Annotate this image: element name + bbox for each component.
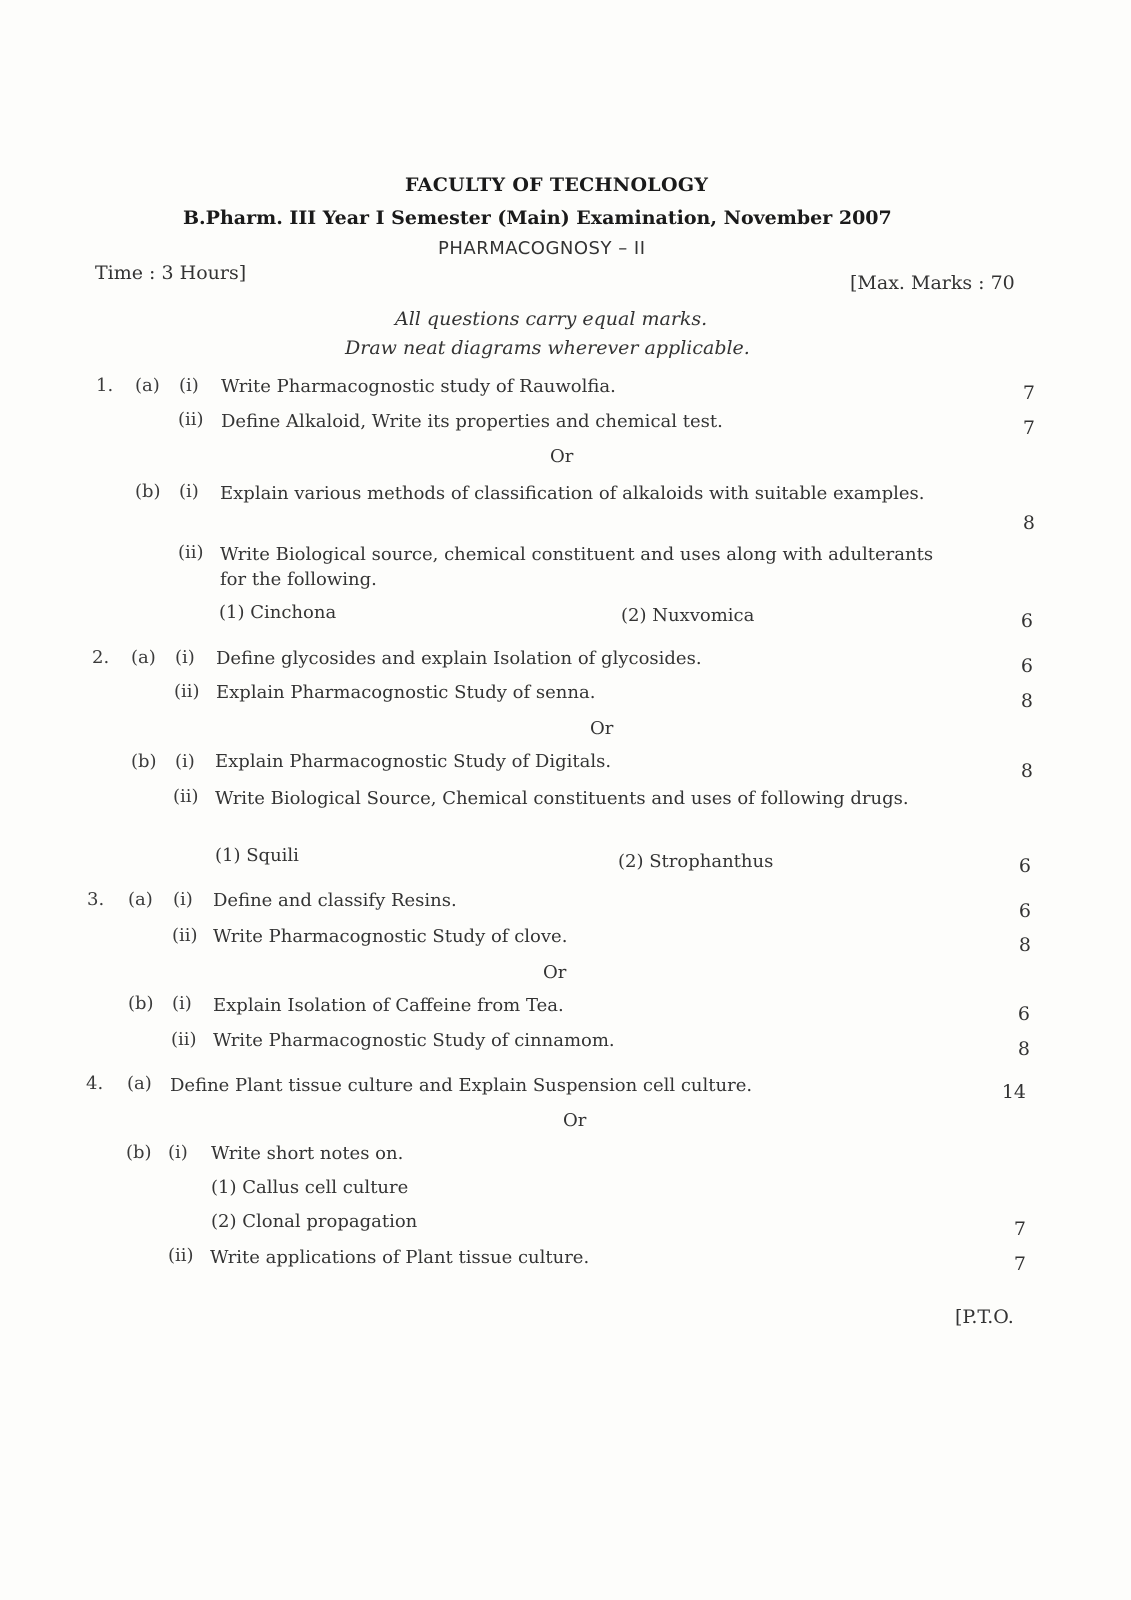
q3-b-label: (b) (128, 993, 154, 1014)
q2-b-label: (b) (131, 751, 157, 772)
q1-a-ii-label: (ii) (178, 409, 204, 430)
q2-b-ii-text: Write Biological Source, Chemical constituents and uses of following drugs. (215, 788, 909, 809)
q3-a-ii-text: Write Pharmacognostic Study of clove. (213, 926, 568, 947)
q4-b-ii-text: Write applications of Plant tissue culture. (210, 1247, 590, 1268)
q4-or: Or (563, 1110, 587, 1131)
pto-label: [P.T.O. (955, 1306, 1014, 1328)
instruction-diagrams: Draw neat diagrams wherever applicable. (345, 337, 750, 359)
q1-b-ii-label: (ii) (178, 542, 204, 563)
q1-b-ii-text: Write Biological source, chemical constituent and uses along with adulterants for the following. (220, 544, 934, 590)
time-label: Time : 3 Hours] (95, 262, 247, 284)
q1-a-ii-marks: 7 (1022, 417, 1035, 439)
q4-a-label: (a) (127, 1073, 152, 1094)
q3-a-ii-label: (ii) (172, 925, 198, 946)
q3-number: 3. (87, 889, 105, 910)
q2-or: Or (590, 718, 614, 739)
q4-b-i-label: (i) (168, 1142, 188, 1163)
q3-or: Or (543, 962, 567, 983)
q1-b-i-marks: 8 (1022, 512, 1035, 534)
q1-b-i-text: Explain various methods of classification of alkaloids with suitable examples. (220, 483, 925, 504)
q1-b-ii-marks: 6 (1020, 610, 1033, 632)
q3-a-label: (a) (128, 889, 153, 910)
q2-a-i-label: (i) (175, 647, 195, 668)
q1-b-ii-option-1: (1) Cinchona (219, 602, 337, 623)
q1-a-i-text: Write Pharmacognostic study of Rauwolfia. (221, 376, 616, 397)
q3-a-i-label: (i) (173, 889, 193, 910)
q3-b-i-text: Explain Isolation of Caffeine from Tea. (213, 995, 564, 1016)
q1-a-label: (a) (135, 375, 160, 396)
q1-b-ii-option-2: (2) Nuxvomica (621, 605, 755, 626)
q1-a-i-marks: 7 (1022, 382, 1035, 404)
q1-b-label: (b) (135, 481, 161, 502)
q2-b-i-text: Explain Pharmacognostic Study of Digitals. (215, 751, 612, 772)
q2-a-ii-label: (ii) (174, 681, 200, 702)
q4-b-ii-label: (ii) (168, 1245, 194, 1266)
q3-b-ii-text: Write Pharmacognostic Study of cinnamom. (213, 1030, 615, 1051)
exam-title: B.Pharm. III Year I Semester (Main) Examination, November 2007 (183, 207, 892, 229)
q2-a-i-text: Define glycosides and explain Isolation of glycosides. (216, 648, 702, 669)
q2-b-ii-label: (ii) (173, 786, 199, 807)
q1-a-ii-text: Define Alkaloid, Write its properties and chemical test. (221, 411, 723, 432)
q2-a-ii-text: Explain Pharmacognostic Study of senna. (216, 682, 596, 703)
q3-a-i-marks: 6 (1018, 900, 1031, 922)
q3-b-i-label: (i) (172, 993, 192, 1014)
q4-b-i-marks: 7 (1013, 1218, 1026, 1240)
q2-b-i-marks: 8 (1020, 760, 1033, 782)
q3-b-ii-marks: 8 (1017, 1038, 1030, 1060)
q4-a-text: Define Plant tissue culture and Explain Suspension cell culture. (170, 1075, 753, 1096)
q3-a-i-text: Define and classify Resins. (213, 890, 457, 911)
q4-b-i-option-2: (2) Clonal propagation (211, 1211, 418, 1232)
q3-b-i-marks: 6 (1017, 1003, 1030, 1025)
q1-or: Or (550, 446, 574, 467)
q3-b-ii-label: (ii) (171, 1029, 197, 1050)
q3-a-ii-marks: 8 (1018, 934, 1031, 956)
q2-a-label: (a) (131, 647, 156, 668)
q1-number: 1. (96, 375, 114, 396)
q4-number: 4. (86, 1073, 104, 1094)
q4-a-marks: 14 (1001, 1081, 1026, 1103)
q2-a-ii-marks: 8 (1020, 690, 1033, 712)
q2-b-i-label: (i) (175, 751, 195, 772)
faculty-title: FACULTY OF TECHNOLOGY (405, 174, 709, 196)
subject-title: PHARMACOGNOSY – II (438, 238, 646, 259)
q2-number: 2. (92, 647, 110, 668)
max-marks-label: [Max. Marks : 70 (850, 272, 1015, 294)
q4-b-i-text: Write short notes on. (211, 1143, 404, 1164)
q2-b-ii-option-2: (2) Strophanthus (618, 851, 774, 872)
q2-a-i-marks: 6 (1020, 655, 1033, 677)
q1-a-i-label: (i) (179, 375, 199, 396)
instruction-equal-marks: All questions carry equal marks. (395, 308, 708, 330)
q2-b-ii-option-1: (1) Squili (215, 845, 299, 866)
q1-b-i-label: (i) (179, 481, 199, 502)
q4-b-label: (b) (126, 1142, 152, 1163)
q4-b-i-option-1: (1) Callus cell culture (211, 1177, 409, 1198)
q2-b-ii-marks: 6 (1018, 855, 1031, 877)
q4-b-ii-marks: 7 (1013, 1253, 1026, 1275)
